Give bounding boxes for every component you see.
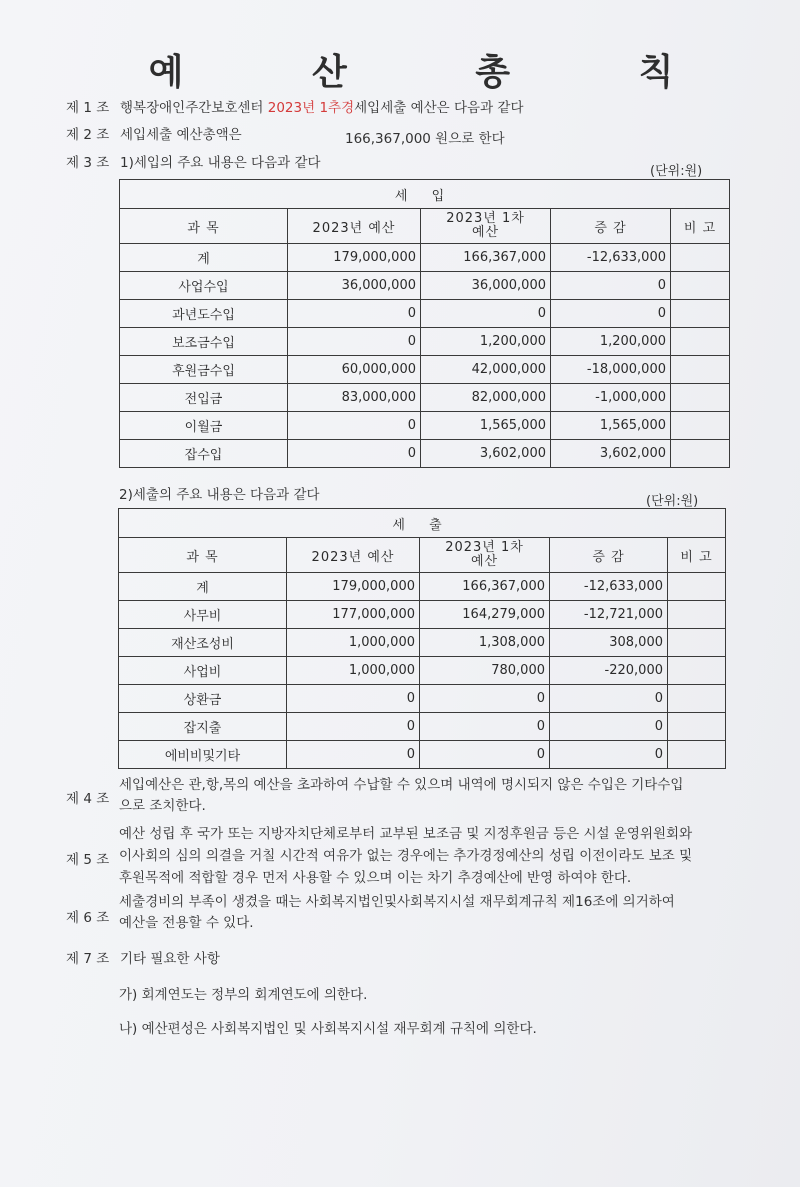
revenue-budget-cell: 0 [288,412,421,440]
revenue-header-note: 비 고 [671,209,730,244]
revenue-header-revised-line1: 2023년 1차 [446,211,525,226]
article-5-line: 이사회의 심의 의결을 거칠 시간적 여유가 없는 경우에는 추가경정예산의 성립 이전이라도 보조 및 [119,848,693,864]
expense-unit-label: (단위:원) [646,494,699,509]
article-3-expense-text: 2)세출의 주요 내용은 다음과 같다 [119,487,320,503]
article-5-body [119,823,692,889]
article-4-body [119,775,683,817]
expense-table-row [119,601,726,629]
revenue-note-cell [671,244,730,272]
article-5-line: 예산 성립 후 국가 또는 지방자치단체로부터 교부된 보조금 및 지정후원금 등은 시설 운영위원회와 [119,826,693,842]
article-2-amount: 166,367,000 원으로 한다 [345,131,505,147]
revenue-header-revised-line2: 예산 [471,225,500,240]
article-2 [66,123,242,143]
expense-note-cell [668,629,726,657]
article-3-number: 제 3 조 [66,155,110,171]
revenue-change-cell: 0 [551,300,671,328]
expense-table-row [119,741,726,769]
revenue-header-item: 과 목 [120,209,288,244]
revenue-budget-cell: 83,000,000 [288,384,421,412]
revenue-change-cell: 1,565,000 [551,412,671,440]
expense-header-note: 비 고 [668,538,726,573]
expense-table-row [119,685,726,713]
revenue-item-cell: 이월금 [120,412,288,440]
revenue-table [119,179,730,468]
revenue-table-row [120,384,730,412]
revenue-revised-cell: 166,367,000 [421,244,551,272]
expense-revised-cell: 164,279,000 [420,601,550,629]
article-5-number: 제 5 조 [66,852,110,868]
expense-change-cell: 0 [550,713,668,741]
article-1-text-pre: 행복장애인주간보호센터 [120,100,268,116]
article-2-number: 제 2 조 [66,127,110,143]
revenue-budget-cell: 0 [288,328,421,356]
expense-table-row [119,629,726,657]
expense-table-row [119,573,726,601]
revenue-item-cell: 계 [120,244,288,272]
expense-section-row [119,509,726,538]
expense-budget-cell: 177,000,000 [287,601,420,629]
expense-header-change: 증 감 [550,538,668,573]
expense-item-cell: 잡지출 [119,713,287,741]
revenue-header-row [120,209,730,244]
expense-budget-cell: 1,000,000 [287,629,420,657]
page-title: 예 산 총 칙 [148,52,732,93]
article-7 [66,947,220,967]
revenue-table-row [120,272,730,300]
expense-budget-cell: 0 [287,713,420,741]
revenue-header-change: 증 감 [551,209,671,244]
expense-budget-cell: 0 [287,741,420,769]
revenue-revised-cell: 82,000,000 [421,384,551,412]
article-6-number: 제 6 조 [66,910,110,926]
expense-header-row [119,538,726,573]
revenue-table-row [120,300,730,328]
article-6-line: 세출경비의 부족이 생겼을 때는 사회복지법인및사회복지시설 재무회계규칙 제16조에 의거하여 [119,894,675,910]
expense-revised-cell: 1,308,000 [420,629,550,657]
article-7-item-1: 가) 회계연도는 정부의 회계연도에 의한다. [119,987,368,1003]
expense-budget-cell: 1,000,000 [287,657,420,685]
expense-table-row [119,657,726,685]
revenue-note-cell [671,328,730,356]
article-7-number: 제 7 조 [66,951,110,967]
expense-table [118,508,726,769]
expense-table-row [119,713,726,741]
article-4-line: 으로 조치한다. [119,798,206,814]
article-1-text-post: 세입세출 예산은 다음과 같다 [354,100,524,116]
revenue-revised-cell: 1,200,000 [421,328,551,356]
expense-change-cell: -12,721,000 [550,601,668,629]
revenue-revised-cell: 1,565,000 [421,412,551,440]
revenue-budget-cell: 0 [288,440,421,468]
revenue-note-cell [671,412,730,440]
expense-change-cell: -220,000 [550,657,668,685]
revenue-section-title: 세 입 [120,180,730,209]
article-7-text: 기타 필요한 사항 [120,951,220,967]
article-1-highlight: 2023년 1추경 [267,100,355,116]
expense-note-cell [668,685,726,713]
revenue-table-row [120,356,730,384]
revenue-budget-cell: 60,000,000 [288,356,421,384]
expense-header-budget: 2023년 예산 [287,538,420,573]
revenue-item-cell: 과년도수입 [120,300,288,328]
expense-note-cell [668,601,726,629]
expense-revised-cell: 0 [420,741,550,769]
revenue-budget-cell: 0 [288,300,421,328]
revenue-table-row [120,328,730,356]
expense-revised-cell: 166,367,000 [420,573,550,601]
revenue-note-cell [671,356,730,384]
expense-change-cell: -12,633,000 [550,573,668,601]
revenue-change-cell: 3,602,000 [551,440,671,468]
revenue-change-cell: 1,200,000 [551,328,671,356]
revenue-table-row [120,244,730,272]
revenue-change-cell: -18,000,000 [551,356,671,384]
article-7-item-2: 나) 예산편성은 사회복지법인 및 사회복지시설 재무회계 규칙에 의한다. [119,1021,537,1037]
expense-section-title: 세 출 [119,509,726,538]
revenue-header-budget: 2023년 예산 [288,209,421,244]
article-5-line: 후원목적에 적합할 경우 먼저 사용할 수 있으며 이는 차기 추경예산에 반영 하여야 한다. [119,870,632,886]
revenue-revised-cell: 42,000,000 [421,356,551,384]
revenue-section-row [120,180,730,209]
article-6-body [119,892,675,934]
expense-note-cell [668,657,726,685]
revenue-table-body [120,244,730,468]
expense-header-revised [420,538,550,573]
revenue-note-cell [671,272,730,300]
revenue-item-cell: 보조금수입 [120,328,288,356]
revenue-change-cell: -1,000,000 [551,384,671,412]
revenue-change-cell: 0 [551,272,671,300]
revenue-budget-cell: 179,000,000 [288,244,421,272]
expense-change-cell: 0 [550,685,668,713]
revenue-budget-cell: 36,000,000 [288,272,421,300]
revenue-item-cell: 사업수입 [120,272,288,300]
article-1 [66,96,524,116]
expense-item-cell: 재산조성비 [119,629,287,657]
expense-header-revised-line2: 예산 [470,554,499,569]
revenue-note-cell [671,300,730,328]
revenue-table-row [120,440,730,468]
expense-change-cell: 308,000 [550,629,668,657]
expense-change-cell: 0 [550,741,668,769]
revenue-table-row [120,412,730,440]
expense-item-cell: 사업비 [119,657,287,685]
expense-revised-cell: 780,000 [420,657,550,685]
revenue-revised-cell: 0 [421,300,551,328]
article-1-number: 제 1 조 [66,100,110,116]
article-4-line: 세입예산은 관,항,목의 예산을 초과하여 수납할 수 있으며 내역에 명시되지 않은 수입은 기타수입 [119,777,684,793]
revenue-item-cell: 전입금 [120,384,288,412]
revenue-change-cell: -12,633,000 [551,244,671,272]
expense-item-cell: 에비비및기타 [119,741,287,769]
article-4-number: 제 4 조 [66,791,110,807]
expense-revised-cell: 0 [420,685,550,713]
expense-note-cell [668,573,726,601]
expense-budget-cell: 0 [287,685,420,713]
revenue-revised-cell: 36,000,000 [421,272,551,300]
expense-header-revised-line1: 2023년 1차 [445,540,524,555]
expense-header-item: 과 목 [119,538,287,573]
expense-item-cell: 사무비 [119,601,287,629]
expense-budget-cell: 179,000,000 [287,573,420,601]
revenue-note-cell [671,384,730,412]
article-3-text: 1)세입의 주요 내용은 다음과 같다 [120,155,321,171]
revenue-note-cell [671,440,730,468]
revenue-header-revised [421,209,551,244]
revenue-item-cell: 후원금수입 [120,356,288,384]
expense-table-body [119,573,726,769]
revenue-item-cell: 잡수입 [120,440,288,468]
expense-item-cell: 상환금 [119,685,287,713]
article-3 [66,151,321,171]
expense-note-cell [668,741,726,769]
article-2-text: 세입세출 예산총액은 [120,127,242,143]
revenue-revised-cell: 3,602,000 [421,440,551,468]
expense-note-cell [668,713,726,741]
expense-revised-cell: 0 [420,713,550,741]
revenue-unit-label: (단위:원) [650,164,703,179]
expense-item-cell: 계 [119,573,287,601]
article-6-line: 예산을 전용할 수 있다. [119,915,254,931]
